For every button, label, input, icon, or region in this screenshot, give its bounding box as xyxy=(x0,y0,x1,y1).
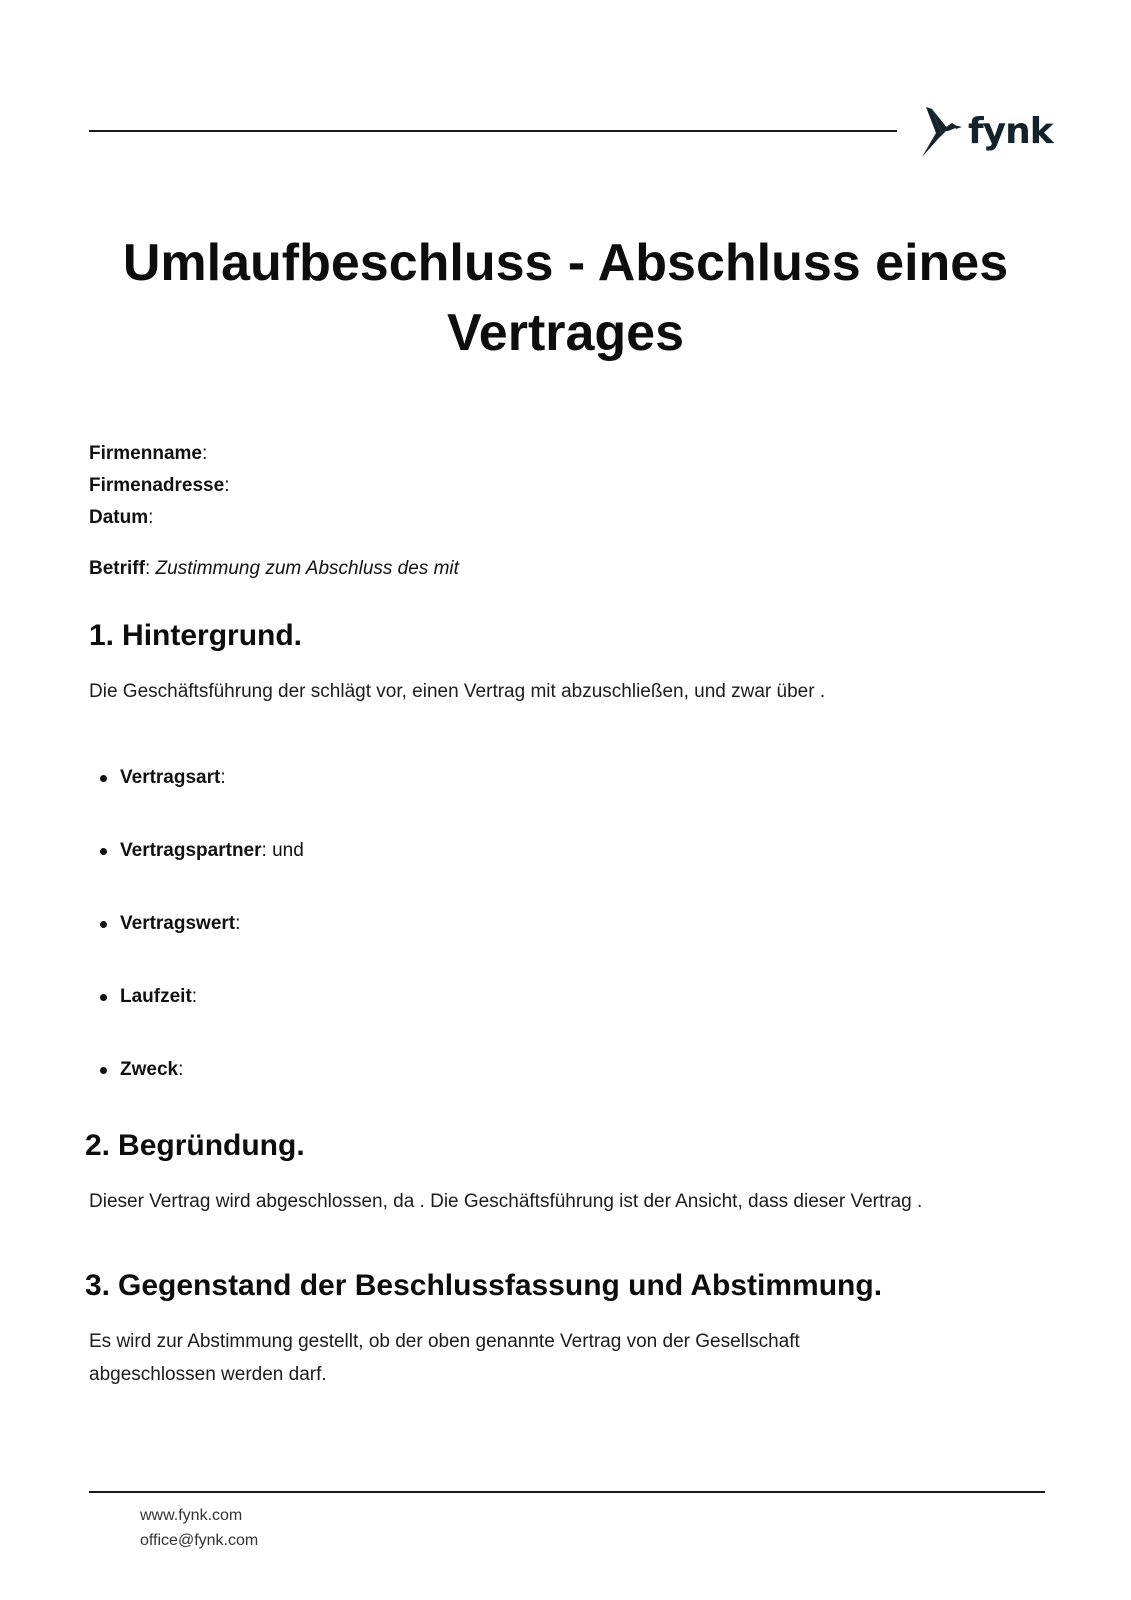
subject-text: Zustimmung zum Abschluss des mit xyxy=(155,558,459,579)
section-2-heading xyxy=(85,1126,305,1166)
list-item-zweck: Zweck: xyxy=(100,1054,304,1127)
bullet-dot xyxy=(100,848,107,855)
bullet-dot xyxy=(100,994,107,1001)
section-3-heading xyxy=(85,1266,882,1306)
title-line-2: Vertrages xyxy=(446,304,685,362)
list-item-vertragswert: Vertragswert: xyxy=(100,908,304,981)
bullet-dot xyxy=(100,1067,107,1074)
bird-icon xyxy=(918,105,962,159)
section-2-title: Begründung. xyxy=(118,1129,305,1162)
list-item-vertragsart: Vertragsart: xyxy=(100,762,304,835)
subject-label: Betriff xyxy=(89,558,145,579)
fynk-logo xyxy=(918,104,1053,160)
list-item-laufzeit: Laufzeit: xyxy=(100,981,304,1054)
section-3-title: Gegenstand der Beschlussfassung und Abstimmung. xyxy=(118,1269,883,1302)
date-row: Datum: xyxy=(89,507,154,528)
section-2-number: 2. xyxy=(85,1129,111,1162)
contract-details-list xyxy=(100,762,304,1127)
footer xyxy=(140,1503,258,1553)
section-3-number: 3. xyxy=(85,1269,111,1302)
title-line-1: Umlaufbeschluss - Abschluss eines xyxy=(122,234,1009,292)
section-1-heading xyxy=(89,616,302,656)
section-2-text: Dieser Vertrag wird abgeschlossen, da . Die Geschäftsführung ist der Ansicht, dass dieser Vertrag . xyxy=(89,1191,923,1212)
footer-website-link[interactable]: www.fynk.com xyxy=(140,1507,243,1524)
company-name-row: Firmenname: xyxy=(89,443,208,464)
company-address-label: Firmenadresse xyxy=(89,475,225,496)
company-address-row: Firmenadresse: xyxy=(89,475,230,496)
bullet-dot xyxy=(100,921,107,928)
company-info xyxy=(89,438,229,534)
footer-divider xyxy=(89,1491,1045,1493)
section-3-text: Es wird zur Abstimmung gestellt, ob der oben genannte Vertrag von der Gesellschaft abgeschlossen werden darf. xyxy=(89,1331,800,1385)
footer-email-link[interactable]: office@fynk.com xyxy=(140,1532,259,1549)
company-name-label: Firmenname xyxy=(89,443,202,464)
document-title xyxy=(0,228,1131,368)
section-1-number: 1. xyxy=(89,619,115,652)
date-label: Datum xyxy=(89,507,149,528)
subject-line: Betriff: Zustimmung zum Abschluss des mit xyxy=(89,558,459,579)
list-item-vertragspartner: Vertragspartner: und xyxy=(100,835,304,908)
header-divider xyxy=(89,130,897,132)
bullet-dot xyxy=(100,775,107,782)
section-1-text: Die Geschäftsführung der schlägt vor, einen Vertrag mit abzuschließen, und zwar über . xyxy=(89,681,826,702)
section-1-title: Hintergrund. xyxy=(122,619,303,652)
logo-text: fynk xyxy=(968,111,1053,152)
